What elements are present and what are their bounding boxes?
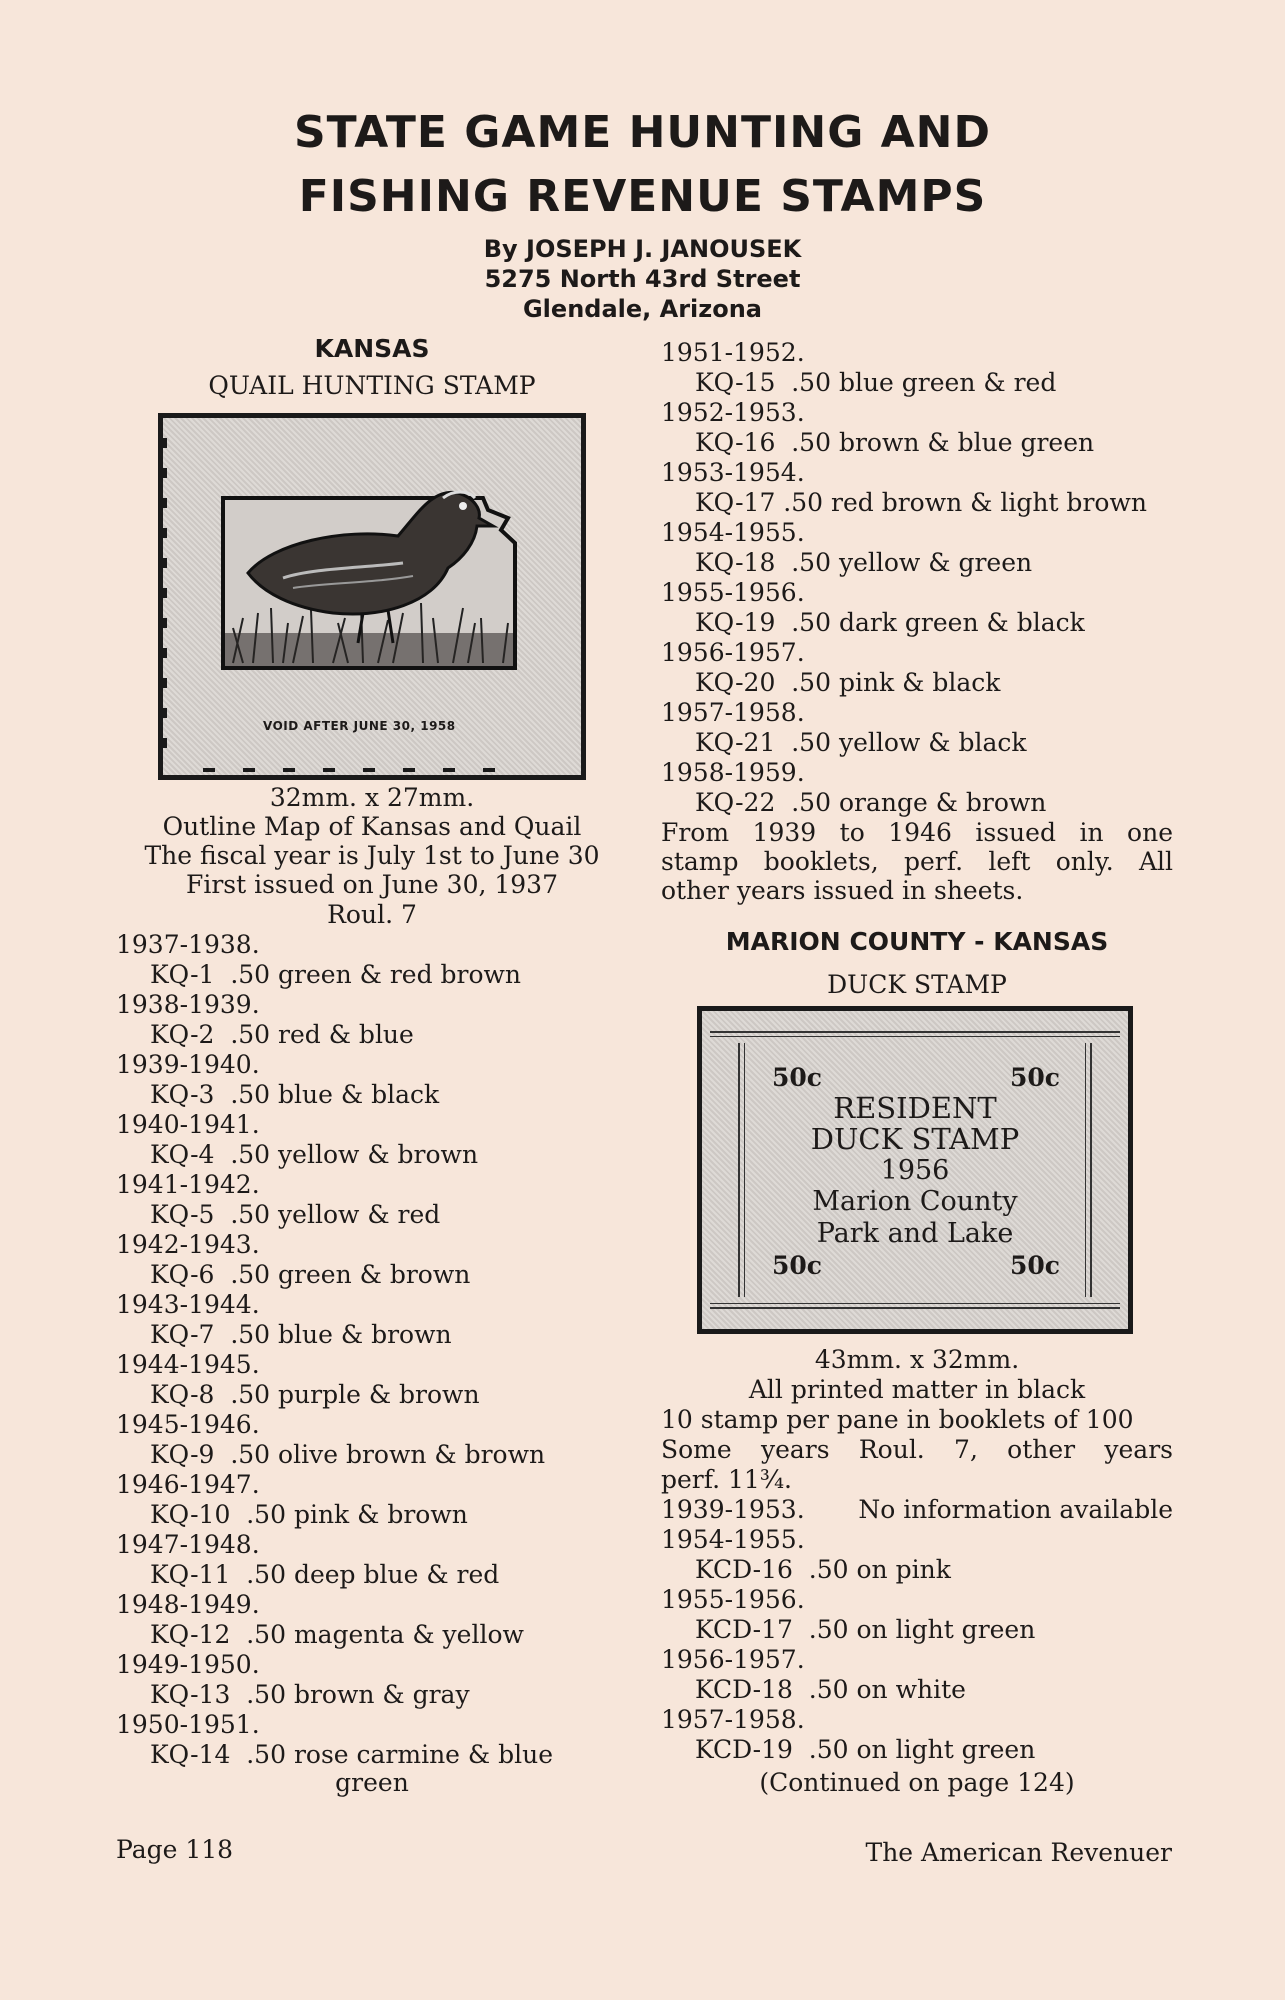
duck-desc-3: Some years Roul. 7, other years — [661, 1435, 1173, 1464]
quail-note-3: other years issued in sheets. — [661, 876, 1024, 905]
page-number: Page 118 — [116, 1835, 234, 1864]
continued-note: (Continued on page 124) — [759, 1768, 1075, 1797]
quail-issue-year: 1946-1947. — [116, 1470, 260, 1499]
kq14-continuation: green — [335, 1768, 409, 1797]
right-column — [661, 0, 1173, 1820]
quail-issue-year: 1940-1941. — [116, 1110, 260, 1139]
kansas-heading: KANSAS — [314, 334, 430, 363]
quail-issue-year: 1942-1943. — [116, 1230, 260, 1259]
quail-issue-line: KQ-13 .50 brown & gray — [150, 1680, 470, 1709]
quail-issue-line: KQ-22 .50 orange & brown — [695, 788, 1047, 817]
quail-stamp-void-text: VOID AFTER JUNE 30, 1958 — [263, 719, 456, 733]
quail-desc-2: The fiscal year is July 1st to June 30 — [144, 841, 600, 870]
duck-issue-line: KCD-18 .50 on white — [695, 1675, 966, 1704]
quail-issue-line: KQ-16 .50 brown & blue green — [695, 428, 1095, 457]
quail-issue-line: KQ-20 .50 pink & black — [695, 668, 1001, 697]
quail-issue-year: 1944-1945. — [116, 1350, 260, 1379]
quail-issue-year: 1937-1938. — [116, 930, 260, 959]
quail-issue-year: 1958-1959. — [661, 758, 805, 787]
quail-issue-year: 1954-1955. — [661, 518, 805, 547]
quail-issue-year: 1949-1950. — [116, 1650, 260, 1679]
quail-issue-line: KQ-5 .50 yellow & red — [150, 1200, 441, 1229]
duck-issue-line: KCD-17 .50 on light green — [695, 1615, 1036, 1644]
quail-issue-line: KQ-2 .50 red & blue — [150, 1020, 414, 1049]
quail-desc-4: Roul. 7 — [327, 900, 417, 929]
quail-issue-line: KQ-8 .50 purple & brown — [150, 1380, 480, 1409]
duck-no-info-year: 1939-1953. — [661, 1495, 805, 1524]
quail-issue-line: KQ-21 .50 yellow & black — [695, 728, 1027, 757]
quail-issue-line: KQ-14 .50 rose carmine & blue — [150, 1740, 554, 1769]
quail-issue-line: KQ-15 .50 blue green & red — [695, 368, 1057, 397]
duck-stamp-value-bottom-left: 50c — [772, 1251, 823, 1280]
duck-no-info: No information available — [858, 1495, 1173, 1524]
marion-subheading: DUCK STAMP — [827, 970, 1007, 999]
quail-issue-year: 1955-1956. — [661, 578, 805, 607]
quail-issue-year: 1938-1939. — [116, 990, 260, 1019]
duck-stamp-line-1: RESIDENT — [833, 1091, 997, 1125]
duck-stamp-image — [697, 1006, 1133, 1334]
quail-size: 32mm. x 27mm. — [269, 783, 475, 812]
quail-issue-year: 1948-1949. — [116, 1590, 260, 1619]
duck-stamp-value-top-left: 50c — [772, 1063, 823, 1092]
quail-issue-line: KQ-1 .50 green & red brown — [150, 960, 522, 989]
address-street: 5275 North 43rd Street — [484, 265, 801, 293]
quail-issue-line: KQ-3 .50 blue & black — [150, 1080, 440, 1109]
quail-issue-year: 1953-1954. — [661, 458, 805, 487]
duck-issue-year: 1955-1956. — [661, 1585, 805, 1614]
duck-stamp-line-5: Park and Lake — [816, 1218, 1014, 1249]
duck-issue-line: KCD-16 .50 on pink — [695, 1555, 951, 1584]
duck-desc-4: perf. 11¾. — [661, 1465, 792, 1494]
duck-stamp-line-3: 1956 — [880, 1155, 950, 1186]
quail-issue-line: KQ-6 .50 green & brown — [150, 1260, 471, 1289]
quail-issue-year: 1952-1953. — [661, 398, 805, 427]
quail-issue-line: KQ-17 .50 red brown & light brown — [695, 488, 1147, 517]
marion-heading: MARION COUNTY - KANSAS — [725, 927, 1109, 956]
quail-issue-line: KQ-7 .50 blue & brown — [150, 1320, 452, 1349]
quail-issue-year: 1950-1951. — [116, 1710, 260, 1739]
duck-desc-1: All printed matter in black — [748, 1375, 1086, 1404]
quail-issue-year: 1951-1952. — [661, 338, 805, 367]
duck-stamp-line-2: DUCK STAMP — [810, 1122, 1020, 1156]
duck-issue-line: KCD-19 .50 on light green — [695, 1735, 1036, 1764]
duck-issue-year: 1956-1957. — [661, 1645, 805, 1674]
quail-stamp-image — [158, 413, 586, 780]
publication-name: The American Revenuer — [865, 1838, 1172, 1867]
quail-issue-line: KQ-9 .50 olive brown & brown — [150, 1440, 546, 1469]
quail-issue-line: KQ-11 .50 deep blue & red — [150, 1560, 500, 1589]
quail-note-2: stamp booklets, perf. left only. All — [661, 847, 1173, 876]
quail-desc-3: First issued on June 30, 1937 — [185, 870, 558, 899]
duck-stamp-value-top-right: 50c — [1009, 1063, 1060, 1092]
quail-issue-year: 1943-1944. — [116, 1290, 260, 1319]
quail-issue-year: 1939-1940. — [116, 1050, 260, 1079]
quail-issue-year: 1941-1942. — [116, 1170, 260, 1199]
quail-issue-year: 1957-1958. — [661, 698, 805, 727]
duck-size: 43mm. x 32mm. — [814, 1345, 1020, 1374]
author: By JOSEPH J. JANOUSEK — [483, 235, 802, 263]
quail-issue-line: KQ-18 .50 yellow & green — [695, 548, 1033, 577]
quail-issue-year: 1945-1946. — [116, 1410, 260, 1439]
quail-issue-line: KQ-19 .50 dark green & black — [695, 608, 1085, 637]
duck-stamp-value-bottom-right: 50c — [1009, 1251, 1060, 1280]
duck-issue-year: 1957-1958. — [661, 1705, 805, 1734]
duck-stamp-line-4: Marion County — [812, 1186, 1018, 1217]
title-line-1: STATE GAME HUNTING AND — [293, 107, 992, 158]
duck-issue-year: 1954-1955. — [661, 1525, 805, 1554]
quail-issue-year: 1947-1948. — [116, 1530, 260, 1559]
title-line-2: FISHING REVENUE STAMPS — [298, 171, 987, 222]
address-city: Glendale, Arizona — [522, 295, 762, 323]
duck-desc-2: 10 stamp per pane in booklets of 100 — [661, 1405, 1134, 1434]
quail-desc-1: Outline Map of Kansas and Quail — [162, 812, 582, 841]
kansas-subheading: QUAIL HUNTING STAMP — [208, 371, 536, 400]
left-column — [116, 0, 628, 1820]
quail-issue-line: KQ-10 .50 pink & brown — [150, 1500, 468, 1529]
quail-issue-line: KQ-4 .50 yellow & brown — [150, 1140, 479, 1169]
quail-issue-year: 1956-1957. — [661, 638, 805, 667]
quail-note-1: From 1939 to 1946 issued in one — [661, 818, 1173, 847]
quail-issue-line: KQ-12 .50 magenta & yellow — [150, 1620, 524, 1649]
